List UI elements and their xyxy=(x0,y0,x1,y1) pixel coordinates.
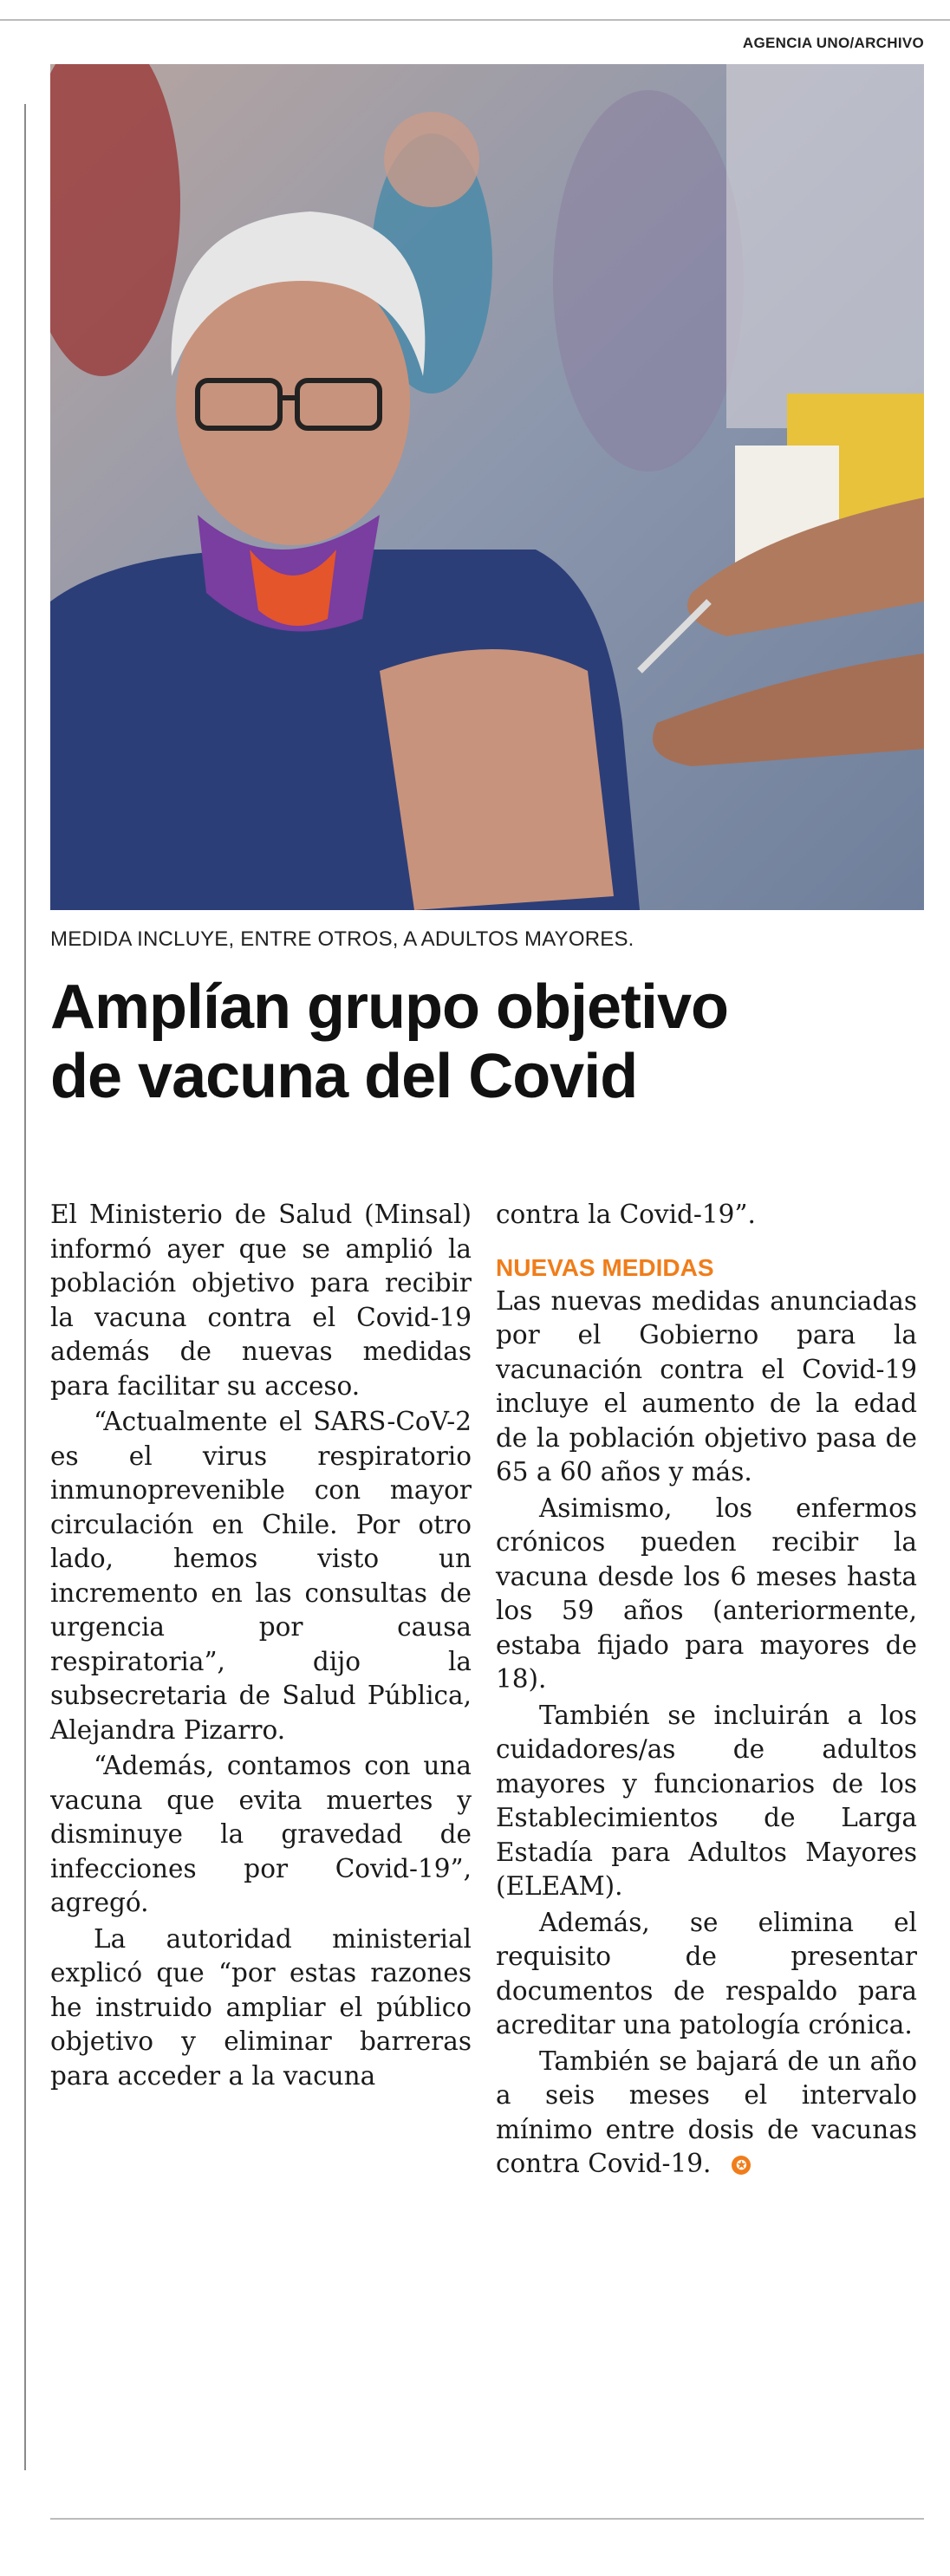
paragraph-last xyxy=(496,2045,917,2182)
article-column-2 xyxy=(496,1198,917,2183)
top-rule xyxy=(0,19,950,21)
section-subhead: NUEVAS MEDIDAS xyxy=(496,1253,714,1281)
photo-credit: AGENCIA UNO/ARCHIVO xyxy=(742,35,924,51)
article-column-1 xyxy=(50,1198,472,2183)
paragraph: La autoridad ministerial explicó que “por estas razones he instruido ampliar el público objetivo y eliminar barreras para acceder a la vacuna xyxy=(50,1923,472,2091)
vaccination-photo xyxy=(50,64,924,910)
paragraph: “Además, contamos con una vacuna que evita muertes y disminuye la gravedad de infecciones por Covid-19”, agregó. xyxy=(50,1751,472,1917)
paragraph: También se bajará de un año a seis meses el intervalo mínimo entre dosis de vacunas contra Covid-19. xyxy=(496,2046,917,2178)
article-body xyxy=(50,1198,917,2183)
article-headline xyxy=(50,973,926,1111)
headline-line-2: de vacuna del Covid xyxy=(50,1042,638,1111)
paragraph-continued: contra la Covid-19”. xyxy=(496,1200,756,1229)
paragraph: El Ministerio de Salud (Minsal) informó ayer que se amplió la población objetivo para recibir la vacuna contra el Covid-19 además de nuevas medidas para facilitar su acceso. xyxy=(50,1200,472,1401)
article-photo xyxy=(50,64,924,910)
photo-caption: MEDIDA INCLUYE, ENTRE OTROS, A ADULTOS MAYORES. xyxy=(50,927,634,951)
paragraph: También se incluirán a los cuidadores/as de adultos mayores y funcionarios de los Establecimientos de Larga Estadía para Adultos Mayores (ELEAM). xyxy=(496,1700,917,1901)
bottom-rule xyxy=(50,2518,924,2520)
paragraph: “Actualmente el SARS-CoV-2 es el virus respiratorio inmunoprevenible con mayor circulación en Chile. Por otro lado, hemos visto un incremento en las consultas de urgencia por causa respiratoria”, dijo la subsecretaria de Salud Pública, Alejandra Pizarro. xyxy=(50,1407,472,1745)
paragraph: Las nuevas medidas anunciadas por el Gobierno para la vacunación contra el Covid-19 incluye el aumento de la edad de la población objetivo pasa de 65 a 60 años y más. xyxy=(496,1285,917,1486)
end-of-article-icon: ✪ xyxy=(732,2156,751,2175)
headline-line-1: Amplían grupo objetivo xyxy=(50,973,728,1042)
paragraph: Además, se elimina el requisito de presentar documentos de respaldo para acreditar una patología crónica. xyxy=(496,1907,917,2039)
margin-rule xyxy=(24,104,26,2470)
paragraph: Asimismo, los enfermos crónicos pueden recibir la vacuna desde los 6 meses hasta los 59 años (anteriormente, estaba fijado para mayores de 18). xyxy=(496,1493,917,1694)
